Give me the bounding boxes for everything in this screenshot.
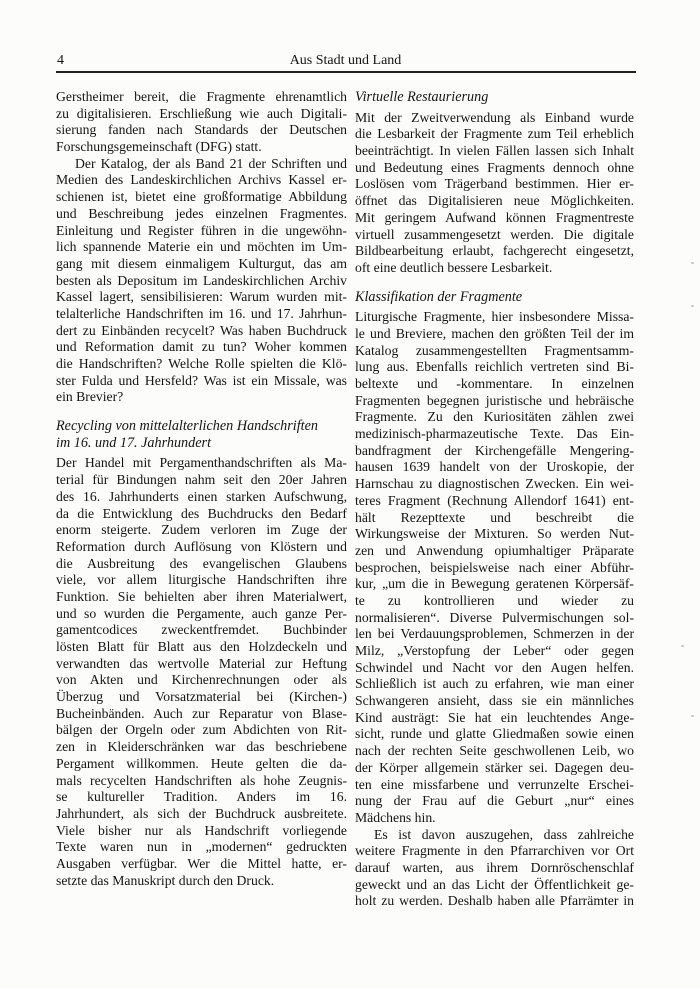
text-line: und Beschreibung jedes einzelnen Fragmentes.: [56, 205, 347, 221]
text-line: Loslösen vom Trägerband bestimmen. Hier er-: [355, 176, 634, 192]
text-line: Katalog zusammengestellten Fragmentsamm-: [355, 342, 634, 358]
section-heading: [355, 89, 634, 106]
text-line: ten eine missfarbene und verrunzelte Erschei-: [355, 776, 634, 792]
section-heading: [355, 289, 634, 306]
text-line: Es ist davon auszugehen, dass zahlreiche: [374, 826, 634, 842]
text-line: nung der Frau auf die Geburt „nur“ eines: [355, 793, 634, 809]
text-line: oft eine deutlich bessere Lesbarkeit.: [355, 259, 553, 275]
text-line: Virtuelle Restaurierung: [355, 89, 489, 105]
text-line: Bucheinbänden. Auch zur Reparatur von Blase-: [56, 705, 347, 721]
text-line: des 16. Jahrhunderts einen starken Aufschwung,: [56, 488, 347, 504]
text-line: Liturgische Fragmente, hier insbesondere Missa-: [355, 309, 634, 325]
text-line: die Handschriften? Welche Rolle spielten die Klö-: [56, 356, 347, 371]
paragraph: [355, 110, 634, 277]
scan-speck: [681, 645, 684, 647]
text-line: im 16. und 17. Jahrhundert: [56, 434, 212, 451]
text-line: Wirkungsweise der Mixturen. So werden Nut-: [355, 526, 634, 542]
text-line: besprochen, beispielsweise nach einer Abführ-: [355, 559, 634, 575]
text-line: Schließlich ist auch zu erfahren, wie man einer: [355, 676, 634, 692]
paragraph: [355, 827, 634, 910]
left-column: [56, 89, 347, 889]
text-line: von Akten und Kirchenrechnungen oder als: [56, 672, 347, 688]
text-line: Pergament willkommen. Heute gelten die da-: [56, 755, 347, 771]
text-line: kur, „um die in Bewegung geratenen Körpersäf-: [355, 576, 634, 592]
header-rule: [56, 71, 636, 73]
text-line: gang mit diesem einmaligem Kulturgut, das am: [56, 255, 347, 271]
text-line: lich spannende Materie ein und möchten im Um-: [56, 239, 347, 255]
right-column: [355, 89, 634, 910]
text-line: geweckt und an das Licht der Öffentlichkeit ge-: [355, 876, 634, 892]
text-line: lösten Blatt für Blatt aus den Holzdeckeln und: [56, 639, 347, 654]
text-line: Kassel lagert, sensibilisieren: Warum wurden mit-: [56, 289, 347, 305]
paragraph: [56, 455, 347, 889]
text-line: Überzug und Vorsatzmaterial bei (Kirchen-): [56, 689, 347, 705]
text-line: nach der rechten Seite geschwollenen Leib, wo: [355, 743, 634, 759]
text-line: Jahrhundert, als sich der Buchdruck ausbreitete.: [56, 805, 347, 821]
text-line: Viele bisher nur als Handschrift vorliegende: [56, 822, 347, 838]
text-line: zu digitalisieren. Erschließung wie auch Digitali-: [56, 105, 347, 121]
text-line: Milz, „Verstopfung der Leber“ oder gegen: [355, 643, 634, 658]
text-line: Texte waren nun in „modernen“ gedruckten: [56, 839, 347, 855]
text-line: Harnschau zu diagnostischen Zwecken. Ein wei-: [355, 476, 634, 492]
text-line: und so wurden die Pergamente, auch ganze Per-: [56, 605, 347, 621]
text-line: medizinisch-pharmazeutische Texte. Das Ein-: [355, 426, 634, 442]
scan-speck: [691, 262, 694, 264]
page-number: 4: [57, 53, 64, 68]
text-line: Recycling von mittelalterlichen Handschriften: [56, 418, 318, 435]
text-line: virtuell zusammengesetzt werden. Die digitale: [355, 226, 634, 242]
text-line: lung aus. Ebenfalls reichlich vertreten sind Bi-: [355, 359, 634, 375]
text-line: teres Fragment (Rechnung Allendorf 1641) ent-: [355, 492, 634, 508]
text-line: dert zu Einbänden recycelt? Was haben Buchdruck: [56, 322, 347, 338]
paragraph: [56, 89, 347, 156]
paragraph: [355, 309, 634, 826]
text-line: hält Rezepttexte und beschreibt die: [355, 509, 634, 525]
text-line: öffnet das Digitalisieren neue Möglichkeiten.: [355, 193, 634, 209]
text-line: und Reformation damit zu tun? Woher kommen: [56, 339, 347, 355]
text-line: verwandten das wertvolle Material zur Heftung: [56, 655, 347, 671]
running-title: Aus Stadt und Land: [289, 53, 402, 68]
text-line: Der Handel mit Pergamenthandschriften als Ma-: [56, 455, 347, 471]
text-line: Kind austrägt: Sie hat ein leuchtendes Ange-: [355, 709, 634, 725]
paragraph: [56, 156, 347, 406]
text-line: weitere Fragmente in den Pfarrarchiven vor Ort: [355, 843, 634, 859]
text-line: Mit der Zweitverwendung als Einband wurde: [355, 109, 634, 125]
text-line: enorm steigerte. Zudem verloren im Zuge der: [56, 522, 347, 538]
text-line: besten als Depositum im Landeskirchlichen Archiv: [56, 272, 347, 288]
text-line: telalterliche Handschriften im 16. und 17. Jahrhun-: [56, 305, 347, 321]
text-line: Funktion. Sie behielten aber ihren Materialwert,: [56, 588, 347, 604]
text-line: schienen ist, bietet eine großformatige Abbildung: [56, 189, 347, 205]
text-line: zen und Anwendung opiumhaltiger Präparate: [355, 542, 634, 558]
text-line: beltexte und -kommentare. In einzelnen: [355, 376, 634, 391]
text-line: sierung fanden nach Standards der Deutschen: [56, 122, 347, 138]
text-line: viele, vor allem liturgische Handschriften ihre: [56, 572, 347, 588]
text-line: Medien des Landeskirchlichen Archivs Kassel er-: [56, 172, 347, 188]
text-line: und Bedeutung eines Fragments dennoch ohne: [355, 159, 634, 175]
text-line: die Lesbarkeit der Fragmente zum Teil erheblich: [355, 126, 634, 142]
text-line: der Körper allgemein stärker sei. Dagegen deu-: [355, 759, 634, 775]
scan-speck: [691, 715, 694, 717]
text-line: die Ausbreitung des evangelischen Glaubens: [56, 555, 347, 571]
text-line: Gerstheimer bereit, die Fragmente ehrenamtlich: [56, 89, 347, 104]
text-line: Ausgaben verfügbar. Wer die Mittel hatte, er-: [56, 855, 347, 871]
text-line: normalisieren“. Diverse Pulvermischungen sol-: [355, 609, 634, 625]
text-line: Fragmente. Zu den Kuriositäten zählen zwei: [355, 409, 634, 425]
text-line: hausen 1639 handelt von der Uroskopie, der: [355, 459, 634, 475]
text-line: ein Brevier?: [56, 389, 124, 405]
text-line: beeinträchtigt. In vielen Fällen lassen sich Inhalt: [355, 143, 634, 159]
text-line: bandfragment der Kirchengefälle Mengering-: [355, 442, 634, 458]
section-heading: [56, 418, 347, 451]
text-line: Mädchens hin.: [355, 809, 436, 825]
text-line: Schwangeren ansieht, dass sie ein männliches: [355, 693, 634, 709]
text-line: ster Fulda und Hersfeld? Was ist ein Missale, was: [56, 372, 347, 388]
text-line: holt zu werden. Deshalb haben alle Pfarrämter in: [355, 893, 634, 909]
text-line: Der Katalog, der als Band 21 der Schriften und: [75, 155, 347, 171]
text-line: te zu kontrollieren und wieder zu: [355, 592, 634, 608]
text-line: zen in Kleiderschränken war das beschriebene: [56, 739, 347, 755]
text-line: se kultureller Tradition. Anders im 16.: [56, 789, 347, 805]
text-line: le und Breviere, machen den größten Teil der im: [355, 325, 634, 341]
text-line: bälgen der Orgeln oder zum Abdichten von Rit-: [56, 722, 347, 738]
scan-speck: [691, 305, 694, 307]
text-line: Schwindel und Nacht vor den Augen helfen.: [355, 659, 634, 675]
text-line: Bildbearbeitung erlaubt, fachgerecht eingesetzt,: [355, 243, 634, 259]
text-line: sicht, runde und glatte Gliedmaßen sowie einen: [355, 726, 634, 742]
text-line: terial für Bindungen nahm seit den 20er Jahren: [56, 472, 347, 488]
text-line: Forschungsgemeinschaft (DFG) statt.: [56, 139, 262, 155]
text-line: Mit geringem Aufwand können Fragmentreste: [355, 209, 634, 225]
text-line: mals recycelten Handschriften als hohe Zeugnis-: [56, 772, 347, 788]
text-line: len bei Verdauungsproblemen, Schmerzen in der: [355, 626, 634, 642]
text-line: Einleitung und Register führen in die ungewöhn-: [56, 222, 347, 238]
text-line: gamentcodices zweckentfremdet. Buchbinder: [56, 622, 347, 638]
text-line: Fragmenten begegnen juristische und hebräische: [355, 392, 634, 408]
text-line: setzte das Manuskript durch den Druck.: [56, 872, 275, 888]
text-line: Klassifikation der Fragmente: [355, 288, 523, 305]
text-line: darauf warten, aus ihrem Dornröschenschlaf: [355, 859, 634, 875]
text-line: Reformation durch Auflösung von Klöstern und: [56, 538, 347, 554]
text-line: da die Entwicklung des Buchdrucks den Bedarf: [56, 505, 347, 521]
